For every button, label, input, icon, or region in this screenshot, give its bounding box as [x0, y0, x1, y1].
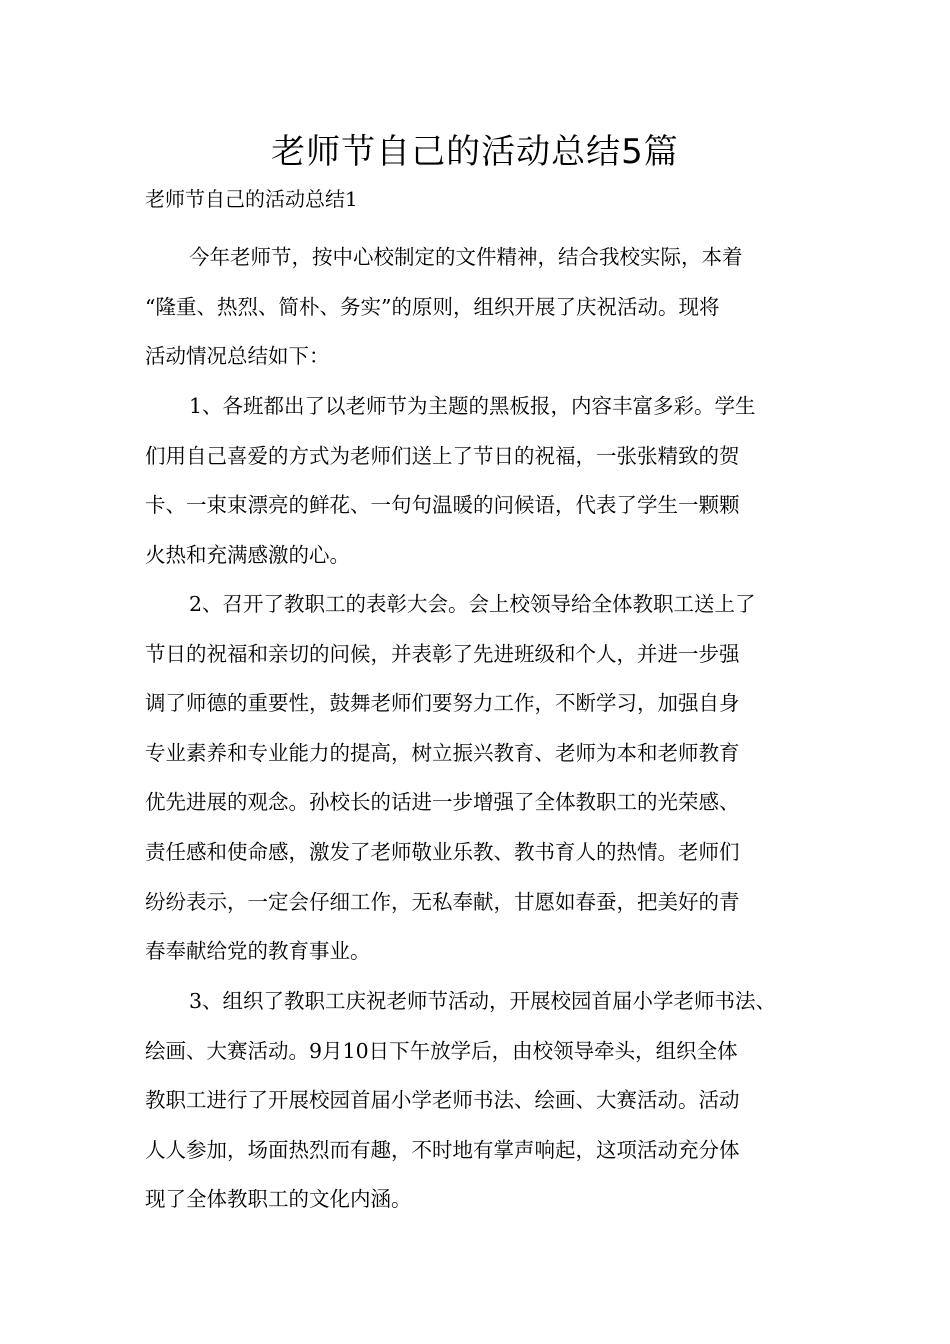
paragraph-item-3	[145, 977, 825, 1225]
paragraph-line: 活动情况总结如下：	[145, 344, 330, 369]
paragraph-line: 人人参加，场面热烈而有趣，不时地有掌声响起，这项活动充分体	[145, 1137, 740, 1162]
paragraph-line: 调了师德的重要性，鼓舞老师们要努力工作，不断学习，加强自身	[145, 691, 740, 716]
paragraph-line: 卡、一束束漂亮的鲜花、一句句温暖的问候语，代表了学生一颗颗	[145, 493, 740, 518]
paragraph-line: 绘画、大赛活动。9月10日下午放学后，由校领导牵头，组织全体	[145, 1038, 738, 1063]
paragraph-line: 优先进展的观念。孙校长的话进一步增强了全体教职工的光荣感、	[145, 790, 740, 815]
paragraph-line: 们用自己喜爱的方式为老师们送上了节日的祝福，一张张精致的贺	[145, 443, 740, 468]
paragraph-line: 教职工进行了开展校园首届小学老师书法、绘画、大赛活动。活动	[145, 1088, 740, 1113]
paragraph-line: 现了全体教职工的文化内涵。	[145, 1187, 412, 1212]
paragraph-line: 责任感和使命感，激发了老师敬业乐教、教书育人的热情。老师们	[145, 839, 740, 864]
paragraph-line: 纷纷表示，一定会仔细工作，无私奉献，甘愿如春蚕，把美好的青	[145, 889, 740, 914]
paragraph-line: 专业素养和专业能力的提高，树立振兴教育、老师为本和老师教育	[145, 740, 740, 765]
paragraph-item-2	[145, 580, 825, 977]
paragraph-line: 2、召开了教职工的表彰大会。会上校领导给全体教职工送上了	[189, 592, 756, 616]
paragraph-line: 1、各班都出了以老师节为主题的黑板报，内容丰富多彩。学生	[189, 394, 756, 418]
paragraph-item-1	[145, 382, 825, 580]
paragraph-line: “隆重、热烈、简朴、务实”的原则，组织开展了庆祝活动。现将	[145, 294, 720, 319]
document-title: 老师节自己的活动总结5篇	[271, 132, 679, 172]
paragraph-line: 3、组织了教职工庆祝老师节活动，开展校园首届小学老师书法、	[189, 989, 777, 1013]
paragraph-line: 节日的祝福和亲切的问候，并表彰了先进班级和个人，并进一步强	[145, 641, 740, 666]
paragraph-line: 春奉献给党的教育事业。	[145, 939, 371, 964]
section-heading: 老师节自己的活动总结1	[145, 187, 358, 211]
paragraph-line: 火热和充满感激的心。	[145, 542, 350, 567]
paragraph-line: 今年老师节，按中心校制定的文件精神，结合我校实际，本着	[189, 245, 743, 269]
paragraph-intro	[145, 233, 825, 382]
